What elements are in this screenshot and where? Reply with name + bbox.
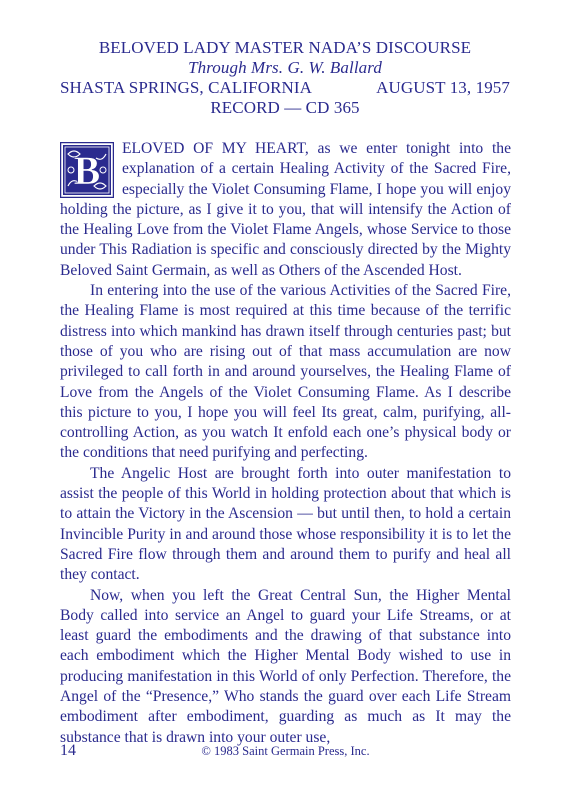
paragraph-2: In entering into the use of the various Activities of the Sacred Fire, the Healing Flame is most required at this time because of the terrific distress into which mankind has drawn itself through centuries past; but those of you who are rising out of that mass accumulation are now privileged to call forth in and around yourselves, the Healing Flame of Love from the Angels of the Violet Consuming Flame. As I describe this picture to you, I hope you will feel Its great, calm, purifying, all-controlling Action, as you watch It enfold each one’s physical body or the conditions that need purifying and perfecting. [60, 282, 511, 462]
dropcap-letter: B [73, 148, 101, 193]
discourse-subtitle: Through Mrs. G. W. Ballard [188, 58, 382, 77]
discourse-location: SHASTA SPRINGS, CALIFORNIA [60, 78, 313, 97]
discourse-header [60, 38, 510, 118]
location-date-row [60, 78, 510, 98]
paragraph-3: The Angelic Host are brought forth into outer manifestation to assist the people of this World in holding protection about that which is to attain the Victory in the Ascension — but until then, to hold a certain Invincible Purity in and around those whose responsibility it is to let the Sacred Fire flow through them and around them to purify and heal all they contact. [60, 464, 511, 584]
paragraph-1-text: ELOVED OF MY HEART, as we enter tonight into the explanation of a certain Healing Activity of the Sacred Fire, especially the Violet Consuming Flame, I hope you will enjoy holding the picture, as I give it to you, that will intensify the Action of the Healing Love from the Violet Flame Angels, whose Service to those under This Radiation is specific and consciously directed by the Mighty Beloved Saint Germain, as well as Others of the Ascended Host. [60, 140, 511, 279]
discourse-body [60, 139, 511, 748]
ornamental-initial-icon [60, 142, 114, 198]
paragraph-1 [60, 139, 511, 281]
page-number: 14 [60, 742, 76, 759]
discourse-title: BELOVED LADY MASTER NADA’S DISCOURSE [98, 38, 472, 57]
discourse-date: AUGUST 13, 1957 [376, 78, 510, 97]
page-footer [60, 742, 511, 762]
copyright-notice: © 1983 Saint Germain Press, Inc. [201, 744, 370, 758]
record-number: RECORD — CD 365 [210, 98, 360, 117]
paragraph-4: Now, when you left the Great Central Sun, the Higher Mental Body called into service an Angel to guard your Life Streams, or at least guard the embodiments and the drawing of that substance into each embodiment which the Higher Mental Body wished to use in producing manifestation in this World of only Perfection. Therefore, the Angel of the “Presence,” Who stands the guard over each Life Stream embodiment after embodiment, guarding as much as It may the substance that is drawn into your outer use, [60, 586, 511, 746]
